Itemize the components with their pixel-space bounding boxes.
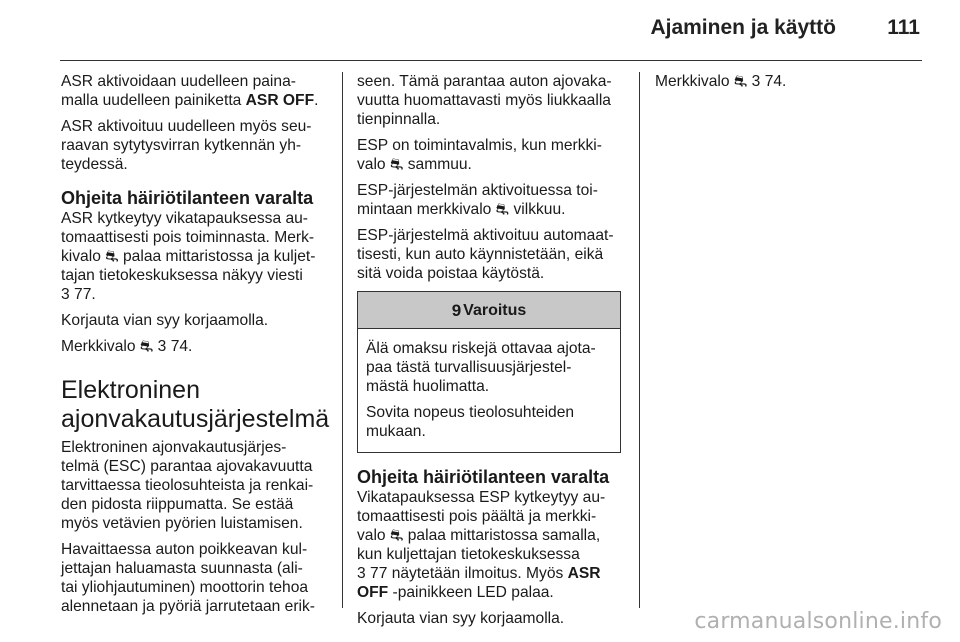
warning-triangle-icon: 9 <box>451 300 462 320</box>
text-line: tienpinnalla. <box>357 111 441 128</box>
text-line: paa tästä turvallisuusjärjestel- <box>366 359 572 376</box>
text-line: seen. Tämä parantaa auton ajovaka- <box>357 73 612 90</box>
text-line: tajan tietokeskuksessa näkyy viesti <box>61 267 303 284</box>
text-line: ASR aktivoituu uudelleen myös seu- <box>61 118 312 135</box>
watermark: carmanualsonline.info <box>694 609 942 634</box>
text-line: tarvittaessa tieolosuhteista ja renkai- <box>61 477 314 494</box>
column-1 <box>61 72 329 623</box>
warning-header <box>358 292 620 329</box>
text-line: valo ⛐ palaa mittaristossa samalla, <box>357 527 601 544</box>
paragraph <box>61 72 329 110</box>
warning-lamp-icon: ⛐ <box>389 156 404 173</box>
column-3 <box>655 72 923 98</box>
text-line: Vikatapauksessa ESP kytkeytyy au- <box>357 489 606 506</box>
header-rule <box>60 60 922 61</box>
paragraph <box>357 72 625 129</box>
text-line: ASR aktivoidaan uudelleen paina- <box>61 73 296 90</box>
paragraph: Korjauta vian syy korjaamolla. <box>357 610 565 627</box>
paragraph: Merkkivalo ⛐ 3 74. <box>61 338 193 355</box>
text-line: mintaan merkkivalo ⛐ vilkkuu. <box>357 201 566 218</box>
column-divider <box>639 72 640 608</box>
warning-lamp-icon: ⛐ <box>139 338 154 355</box>
text-line: telmä (ESC) parantaa ajovakavuutta <box>61 458 313 475</box>
column-divider <box>342 72 343 608</box>
paragraph <box>357 488 625 602</box>
text-line: kun kuljettajan tietokeskuksessa <box>357 546 580 563</box>
paragraph <box>61 540 329 616</box>
page-reference-icon: 3 <box>61 286 70 303</box>
page-reference-icon: 3 <box>751 73 761 90</box>
section-heading: Elektroninen ajonvakautusjärjestelmä <box>61 376 330 433</box>
column-2 <box>357 72 625 635</box>
warning-lamp-icon: ⛐ <box>495 201 510 218</box>
text-line: teydessä. <box>61 156 128 173</box>
paragraph <box>366 403 612 441</box>
warning-lamp-icon: ⛐ <box>389 527 404 544</box>
text-line: jettajan haluamasta suunnasta (ali- <box>61 560 303 577</box>
text-line: ESP-järjestelmä aktivoituu automaat- <box>357 227 614 244</box>
paragraph <box>61 209 329 304</box>
warning-lamp-icon: ⛐ <box>105 248 119 265</box>
page-reference-icon: 3 <box>157 338 167 355</box>
paragraph: Korjauta vian syy korjaamolla. <box>61 312 269 329</box>
paragraph <box>366 339 612 396</box>
text-line: Sovita nopeus tieolosuhteiden <box>366 404 575 421</box>
page-number: 111 <box>887 16 920 39</box>
text-line: sitä voida poistaa käytöstä. <box>357 265 545 282</box>
text-line: tomaattisesti pois päältä ja merkki- <box>357 508 597 525</box>
warning-body <box>358 329 620 452</box>
text-line: ASR kytkeytyy vikatapauksessa au- <box>61 210 309 227</box>
text-line: den pidosta riippumatta. Se estää <box>61 496 294 513</box>
text-line: Havaittaessa auton poikkeavan kul- <box>61 541 308 558</box>
warning-box <box>357 291 621 453</box>
text-line: tisesti, kun auto käynnistetään, eikä <box>357 246 604 263</box>
text-line: raavan sytytysvirran kytkennän yh- <box>61 137 302 154</box>
text-line: alennetaan ja pyöriä jarrutetaan erik- <box>61 598 315 615</box>
section-subheading: Ohjeita häiriötilanteen varalta <box>357 467 610 487</box>
text-line: malla uudelleen painiketta ASR OFF. <box>61 92 319 109</box>
text-line: Älä omaksu riskejä ottavaa ajota- <box>366 340 596 357</box>
text-line: vuutta huomattavasti myös liukkaalla <box>357 92 611 109</box>
text-line: 3 77. <box>61 286 96 303</box>
text-line: myös vetävien pyörien luistamisen. <box>61 515 303 532</box>
paragraph <box>357 226 625 283</box>
running-header-title: Ajaminen ja käyttö <box>650 16 836 39</box>
text-line: Elektroninen ajonvakautusjärjes- <box>61 439 287 456</box>
paragraph <box>357 181 625 219</box>
text-line: tai yliohjautuminen) moottorin tehoa <box>61 579 309 596</box>
text-line: tomaattisesti pois toiminnasta. Merk- <box>61 229 315 246</box>
text-line: mukaan. <box>366 423 426 440</box>
paragraph <box>357 136 625 174</box>
button-name-asr-off: ASR OFF <box>245 92 315 109</box>
warning-lamp-icon: ⛐ <box>733 73 748 90</box>
page-reference-icon: 3 <box>357 565 366 582</box>
text-line: kivalo ⛐ palaa mittaristossa ja kuljet- <box>61 248 316 265</box>
text-line: ESP on toimintavalmis, kun merkki- <box>357 137 602 154</box>
text-line: ESP-järjestelmän aktivoituessa toi- <box>357 182 598 199</box>
text-line: 3 77 näytetään ilmoitus. Myös ASR <box>357 565 601 582</box>
paragraph <box>61 117 329 174</box>
section-subheading: Ohjeita häiriötilanteen varalta <box>61 188 314 208</box>
warning-title: Varoitus <box>463 301 527 319</box>
paragraph: Merkkivalo ⛐ 3 74. <box>655 73 787 90</box>
text-line: OFF -painikkeen LED palaa. <box>357 584 554 601</box>
text-line: mästä huolimatta. <box>366 378 490 395</box>
text-line: valo ⛐ sammuu. <box>357 156 472 173</box>
paragraph <box>61 438 329 533</box>
